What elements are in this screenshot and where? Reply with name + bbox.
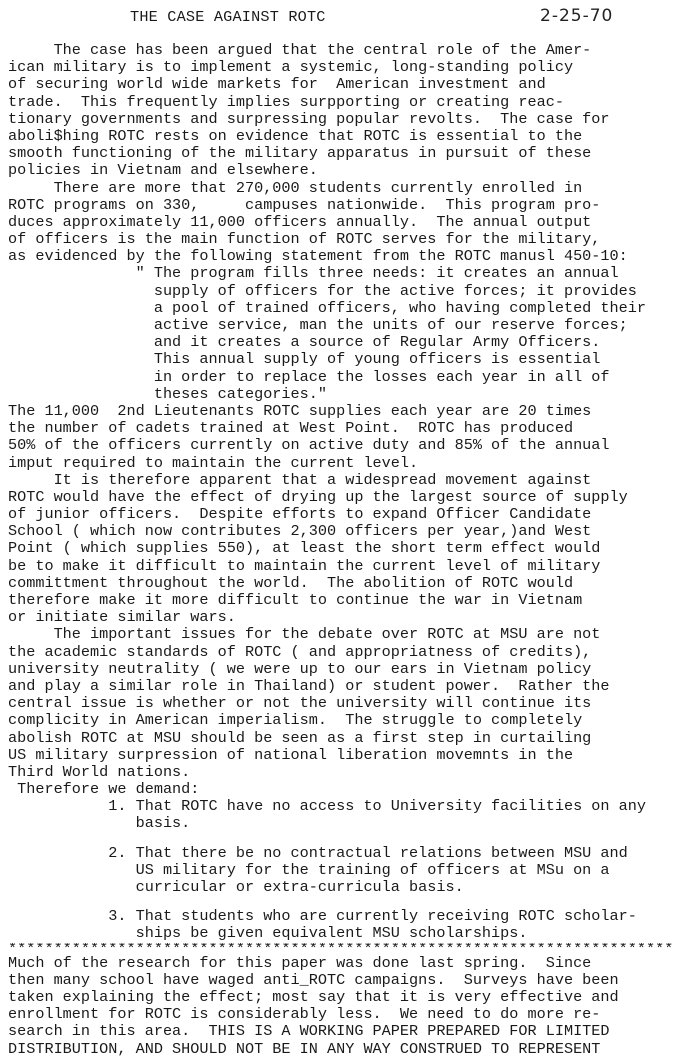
text-line: ican military is to implement a systemic, long-standing policy (8, 58, 574, 77)
separator-line: ************************************************************************* (8, 942, 674, 955)
document-title: THE CASE AGAINST ROTC (130, 8, 326, 26)
footer-line: DISTRIBUTION, AND SHOULD NOT BE IN ANY WAY CONSTRUED TO REPRESENT (8, 1039, 601, 1058)
footer-line: then many school have waged anti_ROTC campaigns. Surveys have been (8, 970, 619, 989)
demand-line: US military for the training of officers at MSu on a (8, 860, 610, 879)
text-line: of securing world wide markets for American investment and (8, 75, 546, 94)
quote-line: theses categories." (8, 384, 327, 403)
text-line: university neutrality ( we were up to our ears in Vietnam policy (8, 659, 592, 678)
text-line: 50% of the officers currently on active duty and 85% of the annual (8, 436, 610, 455)
text-line: imput required to maintain the current level. (8, 453, 419, 472)
text-line: the number of cadets trained at West Point. ROTC has produced (8, 419, 574, 438)
demand-line: ships be given equivalent MSU scholarships. (8, 924, 528, 943)
demand-line: 1. That ROTC have no access to University facilities on any (8, 797, 646, 816)
text-line: or initiate similar wars. (8, 608, 236, 627)
footer-line: taken explaining the effect; most say that it is very effective and (8, 987, 619, 1006)
text-line: as evidenced by the following statement from the ROTC manusl 450-10: (8, 247, 628, 266)
text-line: central issue is whether or not the university will continue its (8, 694, 592, 713)
text-line: ROTC programs on 330, campuses nationwide. This program pro- (8, 195, 601, 214)
demand-line: 3. That students who are currently receiving ROTC scholar- (8, 907, 637, 926)
quote-line: supply of officers for the active forces; it provides (8, 281, 637, 300)
text-line: US military surpression of national liberation movemnts in the (8, 745, 574, 764)
text-line: smooth functioning of the military apparatus in pursuit of these (8, 144, 592, 163)
text-line: complicity in American imperialism. The struggle to completely (8, 711, 583, 730)
footer-line: Much of the research for this paper was done last spring. Since (8, 953, 592, 972)
text-line: tionary governments and surpressing popular revolts. The case for (8, 109, 610, 128)
text-line: the academic standards of ROTC ( and appropriatness of credits), (8, 642, 592, 661)
text-line: The 11,000 2nd Lieutenants ROTC supplies each year are 20 times (8, 401, 592, 420)
quote-line: a pool of trained officers, who having completed their (8, 298, 646, 317)
quote-line: in order to replace the losses each year in all of (8, 367, 610, 386)
handwritten-date: 2-25-70 (540, 6, 614, 26)
text-line: Point ( which supplies 550), at least the short term effect would (8, 539, 601, 558)
text-line: School ( which now contributes 2,300 officers per year,)and West (8, 522, 592, 541)
text-line: policies in Vietnam and elsewhere. (8, 161, 318, 180)
text-line: of junior officers. Despite efforts to expand Officer Candidate (8, 505, 592, 524)
demand-line: 2. That there be no contractual relations between MSU and (8, 843, 628, 862)
text-line: Therefore we demand: (8, 780, 200, 799)
text-line: Third World nations. (8, 762, 191, 781)
text-line: be to make it difficult to maintain the current level of military (8, 556, 601, 575)
text-line: therefore make it more difficult to continue the war in Vietnam (8, 591, 583, 609)
text-line: trade. This frequently implies surpporting or creating reac- (8, 92, 564, 111)
footer-line: search in this area. THIS IS A WORKING PAPER PREPARED FOR LIMITED (8, 1022, 610, 1041)
text-line: and play a similar role in Thailand) or student power. Rather the (8, 676, 610, 695)
text-line: duces approximately 11,000 officers annually. The annual output (8, 212, 592, 231)
text-line: ROTC would have the effect of drying up the largest source of supply (8, 487, 628, 506)
main-text (8, 42, 698, 798)
text-line: It is therefore apparent that a widespread movement against (8, 470, 592, 489)
text-line: The case has been argued that the central role of the Amer- (8, 41, 592, 59)
demand-line: basis. (8, 814, 191, 833)
document-body (8, 42, 698, 1058)
quote-line: and it creates a source of Regular Army Officers. (8, 333, 601, 352)
footer-note (8, 955, 698, 1058)
quote-line: active service, man the units of our reserve forces; (8, 316, 628, 334)
quote-line: This annual supply of young officers is essential (8, 350, 601, 369)
text-line: There are more that 270,000 students currently enrolled in (8, 178, 583, 197)
text-line: abolish ROTC at MSU should be seen as a first step in curtailing (8, 728, 592, 747)
text-line: of officers is the main function of ROTC serves for the military, (8, 230, 601, 249)
demand-line: curricular or extra-curricula basis. (8, 878, 464, 896)
text-line: aboli$hing ROTC rests on evidence that ROTC is essential to the (8, 126, 583, 145)
quote-line: " The program fills three needs: it creates an annual (8, 264, 619, 283)
text-line: The important issues for the debate over ROTC at MSU are not (8, 625, 601, 644)
footer-line: enrollment for ROTC is considerably less. We need to do more re- (8, 1005, 601, 1024)
demands-list (8, 798, 698, 942)
text-line: committment throughout the world. The abolition of ROTC would (8, 573, 574, 592)
